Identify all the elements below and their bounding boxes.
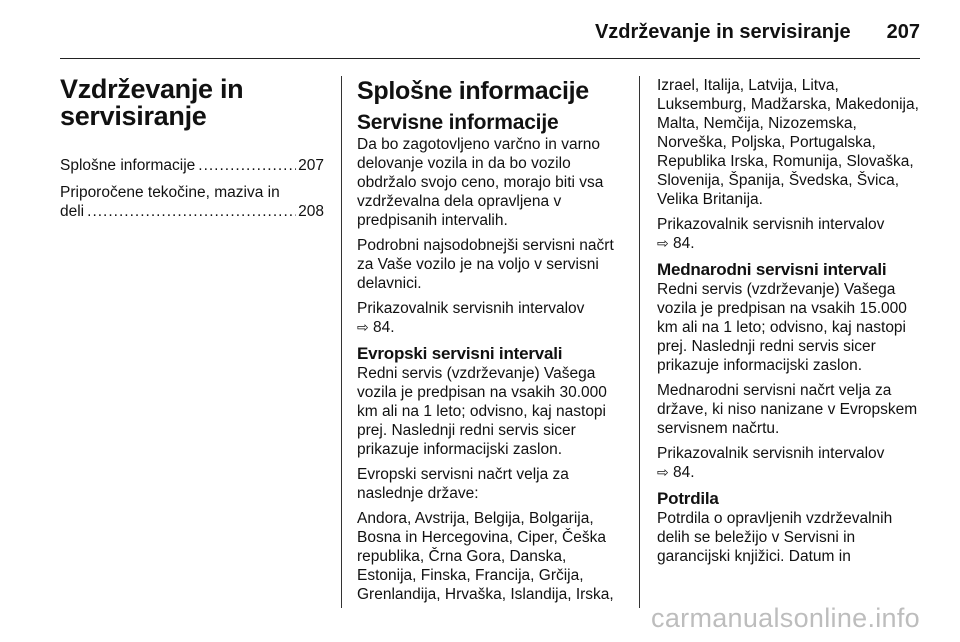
paragraph: Mednarodni servisni načrt velja za države, ki niso nanizane v Evropskem servisnem načrtu.	[657, 382, 918, 437]
subsection-title-confirmations: Potrdila	[657, 489, 719, 508]
paragraph: Redni servis (vzdrževanje) Vašega vozila je predpisan na vsakih 15.000 km ali na 1 leto; odvisno, kaj nastopi prej. Naslednji redni servis sicer prikazuje informacijski zaslon.	[657, 281, 907, 374]
paragraph: Evropski servisni načrt velja za naslednje države:	[357, 466, 569, 502]
cross-reference[interactable]: Prikazovalnik servisnih intervalov ⇨ 84.	[657, 216, 885, 252]
column-divider-1	[341, 76, 342, 608]
cross-reference[interactable]: Prikazovalnik servisnih intervalov ⇨ 84.	[357, 300, 585, 336]
toc-entry-general[interactable]	[60, 156, 324, 175]
paragraph: Redni servis (vzdrževanje) Vašega vozila je predpisan na vsakih 30.000 km ali na 1 leto; odvisno, kaj nastopi prej. Naslednji redni servis sicer prikazuje informacijski zaslon.	[357, 365, 607, 458]
content-column-3	[657, 76, 927, 572]
paragraph: Podrobni najsodobnejši servisni načrt za Vaše vozilo je na voljo v servisni delavnici.	[357, 237, 614, 292]
subsection-title-international: Mednarodni servisni intervali	[657, 260, 887, 279]
header-rule	[60, 58, 920, 59]
content-column-2	[357, 76, 623, 610]
country-list-cont: Izrael, Italija, Latvija, Litva, Luksemburg, Madžarska, Makedonija, Malta, Nemčija, Nizozemska, Norveška, Poljska, Portugalska, Republika Irska, Romunija, Slovaška, Slovenija, Španija, Švedska, Švica, Velika Britanija.	[657, 77, 919, 208]
running-title: Vzdrževanje in servisiranje	[594, 20, 851, 43]
toc-page: 207	[298, 157, 324, 174]
chapter-column	[60, 76, 324, 229]
page-reference-arrow-icon: ⇨	[657, 235, 669, 251]
chapter-title: Vzdrževanje in servisiranje	[60, 74, 244, 131]
page-reference-arrow-icon: ⇨	[657, 464, 669, 480]
reference-page: 84.	[673, 235, 695, 252]
cross-reference[interactable]: Prikazovalnik servisnih intervalov ⇨ 84.	[657, 445, 885, 481]
paragraph: Potrdila o opravljenih vzdrževalnih delih se beležijo v Servisni in garancijski knjižici. Datum in	[657, 510, 893, 565]
reference-page: 84.	[373, 319, 395, 336]
toc-entry-fluids[interactable]	[60, 183, 324, 221]
watermark: carmanualsonline.info	[651, 603, 920, 633]
page-number: 207	[886, 20, 920, 43]
toc-label-cont: deli	[60, 203, 85, 220]
toc-dot-leader	[87, 202, 296, 221]
section-title: Splošne informacije	[357, 77, 589, 105]
reference-page: 84.	[673, 464, 695, 481]
page-reference-arrow-icon: ⇨	[357, 319, 369, 335]
column-divider-2	[639, 76, 640, 608]
paragraph: Da bo zagotovljeno varčno in varno delovanje vozila in da bo vozilo obdržalo svojo ceno, morajo biti vsa vzdrževalna dela opravljena v predpisanih intervalih.	[357, 136, 604, 229]
subsection-title-european: Evropski servisni intervali	[357, 344, 563, 363]
subsection-title-service-info: Servisne informacije	[357, 111, 559, 134]
toc-page: 208	[298, 203, 324, 220]
toc-label: Priporočene tekočine, maziva in	[60, 184, 280, 201]
country-list: Andora, Avstrija, Belgija, Bolgarija, Bosna in Hercegovina, Ciper, Češka republika, Črna Gora, Danska, Estonija, Finska, Francija, Grčija, Grenlandija, Hrvaška, Islandija, Irska,	[357, 510, 614, 603]
toc-label: Splošne informacije	[60, 157, 196, 174]
running-header	[60, 18, 920, 46]
toc-dot-leader	[198, 156, 296, 175]
